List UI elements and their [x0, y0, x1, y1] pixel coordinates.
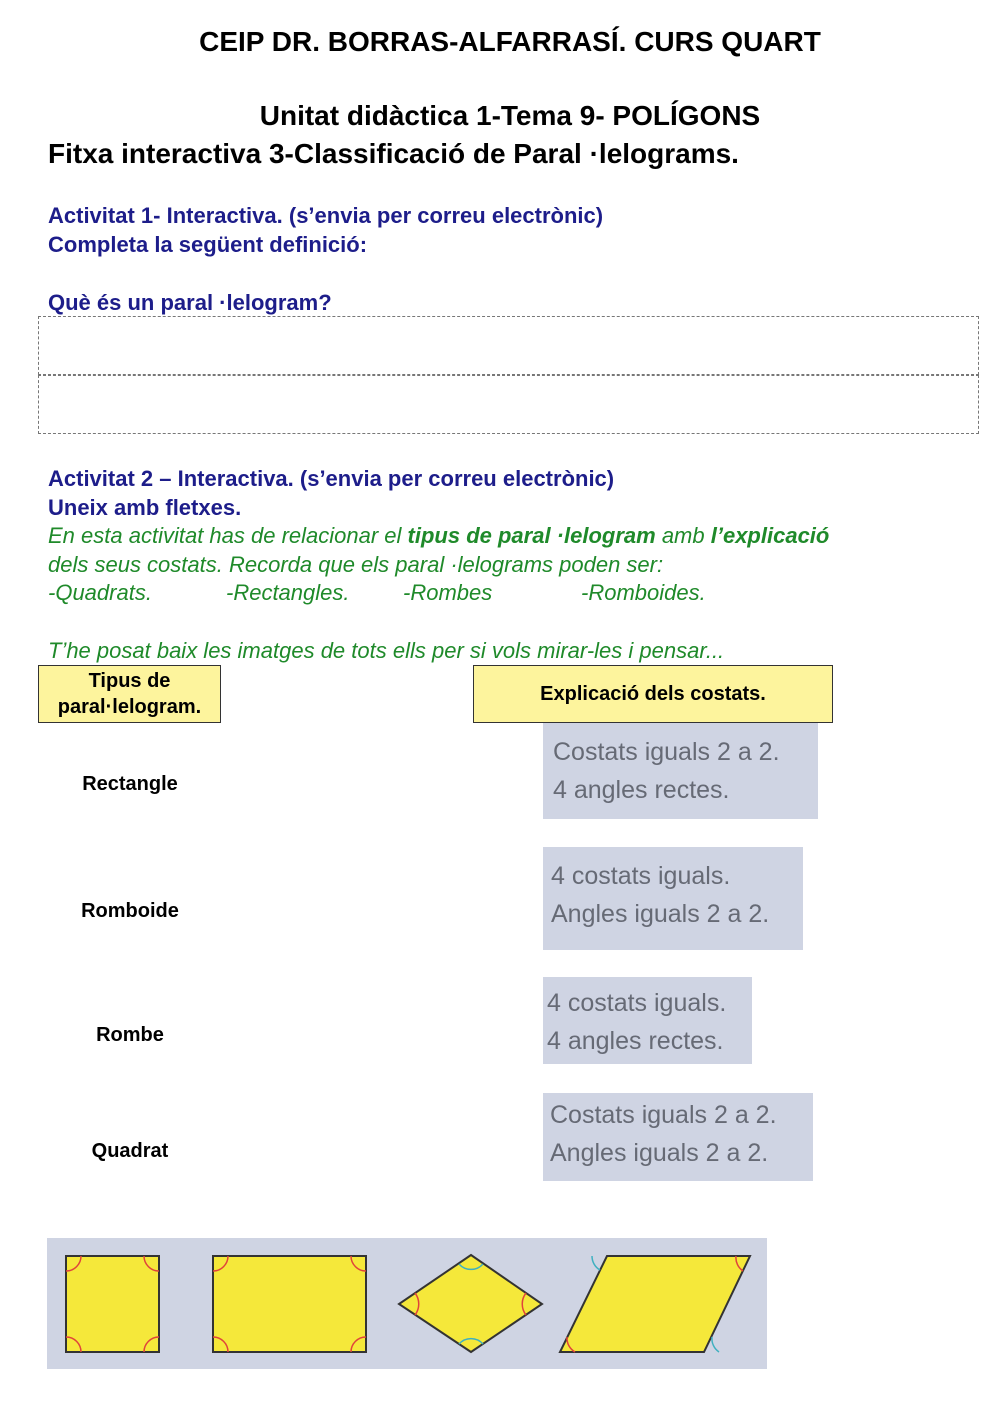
square-shape [66, 1256, 159, 1352]
explanation-box-3[interactable] [543, 977, 752, 1064]
explanation-line: 4 angles rectes. [553, 776, 730, 804]
school-title: CEIP DR. BORRAS-ALFARRASÍ. CURS QUART [199, 26, 821, 57]
explanation-line: Costats iguals 2 a 2. [550, 1101, 777, 1129]
header-explanation: Explicació dels costats. [473, 665, 833, 723]
shapes-panel [47, 1238, 767, 1369]
text-emphasis-explanation: l’explicació [710, 523, 830, 548]
type-quadrat[interactable]: Quadrat [91, 1140, 169, 1162]
header-type [38, 665, 221, 723]
text-emphasis-type: tipus de paral ·lelogram [407, 523, 656, 548]
explanation-line: Angles iguals 2 a 2. [551, 900, 770, 928]
types-list-item: -Romboides. [581, 580, 706, 605]
explanation-line: Angles iguals 2 a 2. [550, 1139, 769, 1167]
answer-input-2[interactable] [38, 375, 979, 434]
activity2-text-line1 [48, 523, 829, 549]
activity2-title: Activitat 2 – Interactiva. (s’envia per correu electrònic) [48, 466, 615, 491]
header-type-line2: paral·lelogram. [57, 696, 202, 718]
unit-title: Unitat didàctica 1-Tema 9- POLÍGONS [259, 100, 761, 131]
type-rectangle[interactable]: Rectangle [82, 773, 178, 795]
types-list-item: -Rombes [403, 580, 493, 605]
explanation-line: 4 angles rectes. [547, 1027, 724, 1055]
text-part: amb [655, 523, 711, 548]
text-part: En esta activitat has de relacionar el [48, 523, 408, 548]
parallelogram-shape [560, 1256, 750, 1352]
activity1-title: Activitat 1- Interactiva. (s’envia per correu electrònic) [48, 203, 604, 228]
header-type-line1: Tipus de [88, 670, 171, 692]
explanation-box-1[interactable] [543, 723, 818, 819]
activity2-text-line3: T’he posat baix les imatges de tots ells per si vols mirar-les i pensar... [48, 638, 725, 663]
explanation-line: Costats iguals 2 a 2. [553, 738, 780, 766]
activity2-text-line2: dels seus costats. Recorda que els paral ·lelograms poden ser: [48, 552, 664, 577]
activity1-question: Què és un paral ·lelogram? [48, 290, 332, 315]
activity1-instruction: Completa la següent definició: [48, 232, 368, 257]
type-rombe[interactable]: Rombe [96, 1024, 164, 1046]
rhombus-shape [399, 1255, 542, 1352]
explanation-line: 4 costats iguals. [547, 989, 727, 1017]
shapes-illustration [47, 1238, 767, 1369]
activity2-instruction: Uneix amb fletxes. [48, 495, 242, 520]
explanation-line: 4 costats iguals. [551, 862, 731, 890]
sheet-title: Fitxa interactiva 3-Classificació de Paral ·lelograms. [48, 138, 739, 169]
explanation-box-4[interactable] [543, 1093, 813, 1181]
types-list-item: -Quadrats. [48, 580, 152, 605]
rectangle-shape [213, 1256, 366, 1352]
answer-input-1[interactable] [38, 316, 979, 375]
types-list-item: -Rectangles. [226, 580, 350, 605]
explanation-box-2[interactable] [543, 847, 803, 950]
type-romboide[interactable]: Romboide [81, 900, 179, 922]
